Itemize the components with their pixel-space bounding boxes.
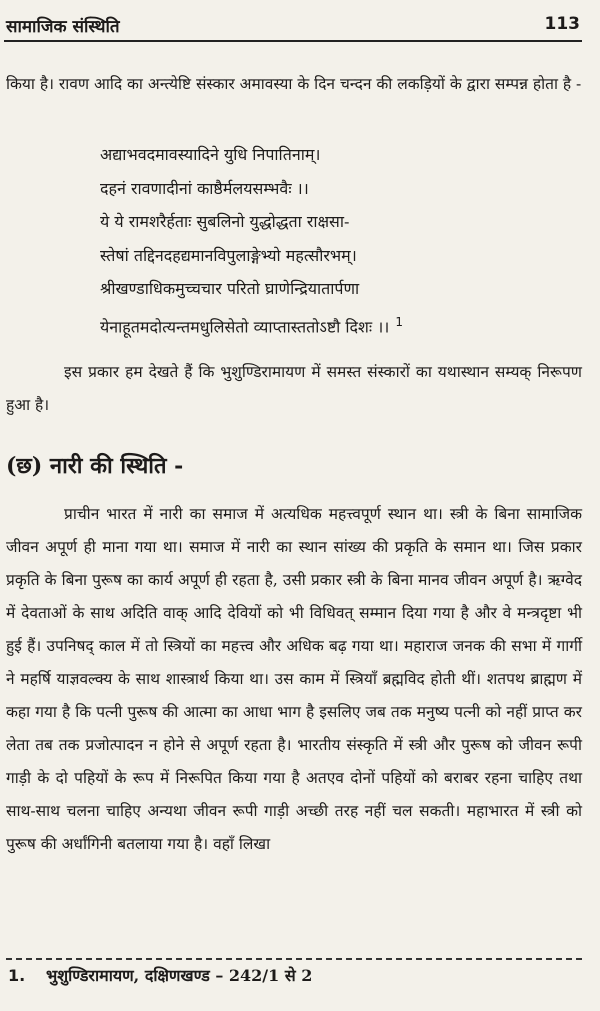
footnote <box>8 964 584 986</box>
verse-line: स्तेषां तद्दिनदहद्यमानविपुलाङ्गेभ्यो महत्सौरभम्। <box>100 245 357 265</box>
verse-line: श्रीखण्डाधिकमुच्चचार परितो घ्राणेन्द्रियातार्पणा <box>100 279 360 298</box>
footnote-reference: 1 <box>395 314 404 329</box>
footnote-divider <box>6 958 582 960</box>
chapter-title: सामाजिक संस्थिति <box>6 17 120 37</box>
section-heading: (छ) नारी की स्थिति - <box>6 453 184 479</box>
verse-line: ये ये रामशरैर्हताः सुबलिनो युद्धोद्धता राक्षसा- <box>100 212 350 231</box>
body-paragraph: प्राचीन भारत में नारी का समाज में अत्यधिक महत्त्वपूर्ण स्थान था। स्त्री के बिना सामाजिक जीवन अपूर्ण ही माना गया था। समाज में नारी का स्थान सांख्य की प्रकृति के समान था। जिस प्रकार प्रकृति के बिना पुरूष का कार्य अपूर्ण ही रहता है, उसी प्रकार स्त्री के बिना मानव जीवन अपूर्ण है। ऋग्वेद में देवताओं के साथ अदिति वाक् आदि देवियों को भी विधिवत् सम्मान दिया गया है और वे मन्त्रदृष्टा भी हुई हैं। उपनिषद् काल में तो स्त्रियों का महत्त्व और अधिक बढ़ गया था। महाराज जनक की सभा में गार्गी ने महर्षि याज्ञवल्क्य के साथ शास्त्रार्थ किया था। उस काम में स्त्रियाँ ब्रह्मविद होती थीं। शतपथ ब्राह्मण में कहा गया है कि पत्नी पुरूष की आत्मा का आधा भाग है इसलिए जब तक मनुष्य पत्नी को नहीं प्राप्त कर लेता तब तक प्रजोत्पादन न होने से अपूर्ण रहता है। भारतीय संस्कृति में स्त्री और पुरूष को जीवन रूपी गाड़ी के दो पहियों के रूप में निरूपित किया गया है अतएव दोनों पहियों को बराबर रहना चाहिए तथा साथ-साथ चलना चाहिए अन्यथा जीवन रूपी गाड़ी अच्छी तरह नहीं चल सकती। महाभारत में स्त्री को पुरूष की अर्धांगिनी बतलाया गया है। वहाँ लिखा <box>6 505 582 853</box>
page-number: 113 <box>544 14 580 34</box>
verse-line: दहनं रावणादीनां काष्ठैर्मलयसम्भवैः ।। <box>100 178 309 198</box>
verse-line <box>100 306 590 344</box>
summary-paragraph: इस प्रकार हम देखते हैं कि भुशुण्डिरामायण में समस्त संस्कारों का यथास्थान सम्यक् निरूपण हुआ है। <box>6 363 582 414</box>
footnote-number: 1. <box>8 966 26 985</box>
running-header <box>4 10 582 42</box>
intro-paragraph: किया है। रावण आदि का अन्त्येष्टि संस्कार अमावस्या के दिन चन्दन की लकड़ियों के द्वारा सम्पन्न होता है - <box>6 75 582 93</box>
sanskrit-verse <box>100 138 590 343</box>
verse-line: अद्याभवदमावस्यादिने युधि निपातिनाम्। <box>100 145 321 164</box>
verse-line-text: येनाहूतमदोत्यन्तमधुलिसेतो व्याप्तास्ततोऽष्टौ दिशः ।। <box>100 316 390 336</box>
footnote-text: भुशुण्डिरामायण, दक्षिणखण्ड – 242/1 से 2 <box>46 966 313 985</box>
